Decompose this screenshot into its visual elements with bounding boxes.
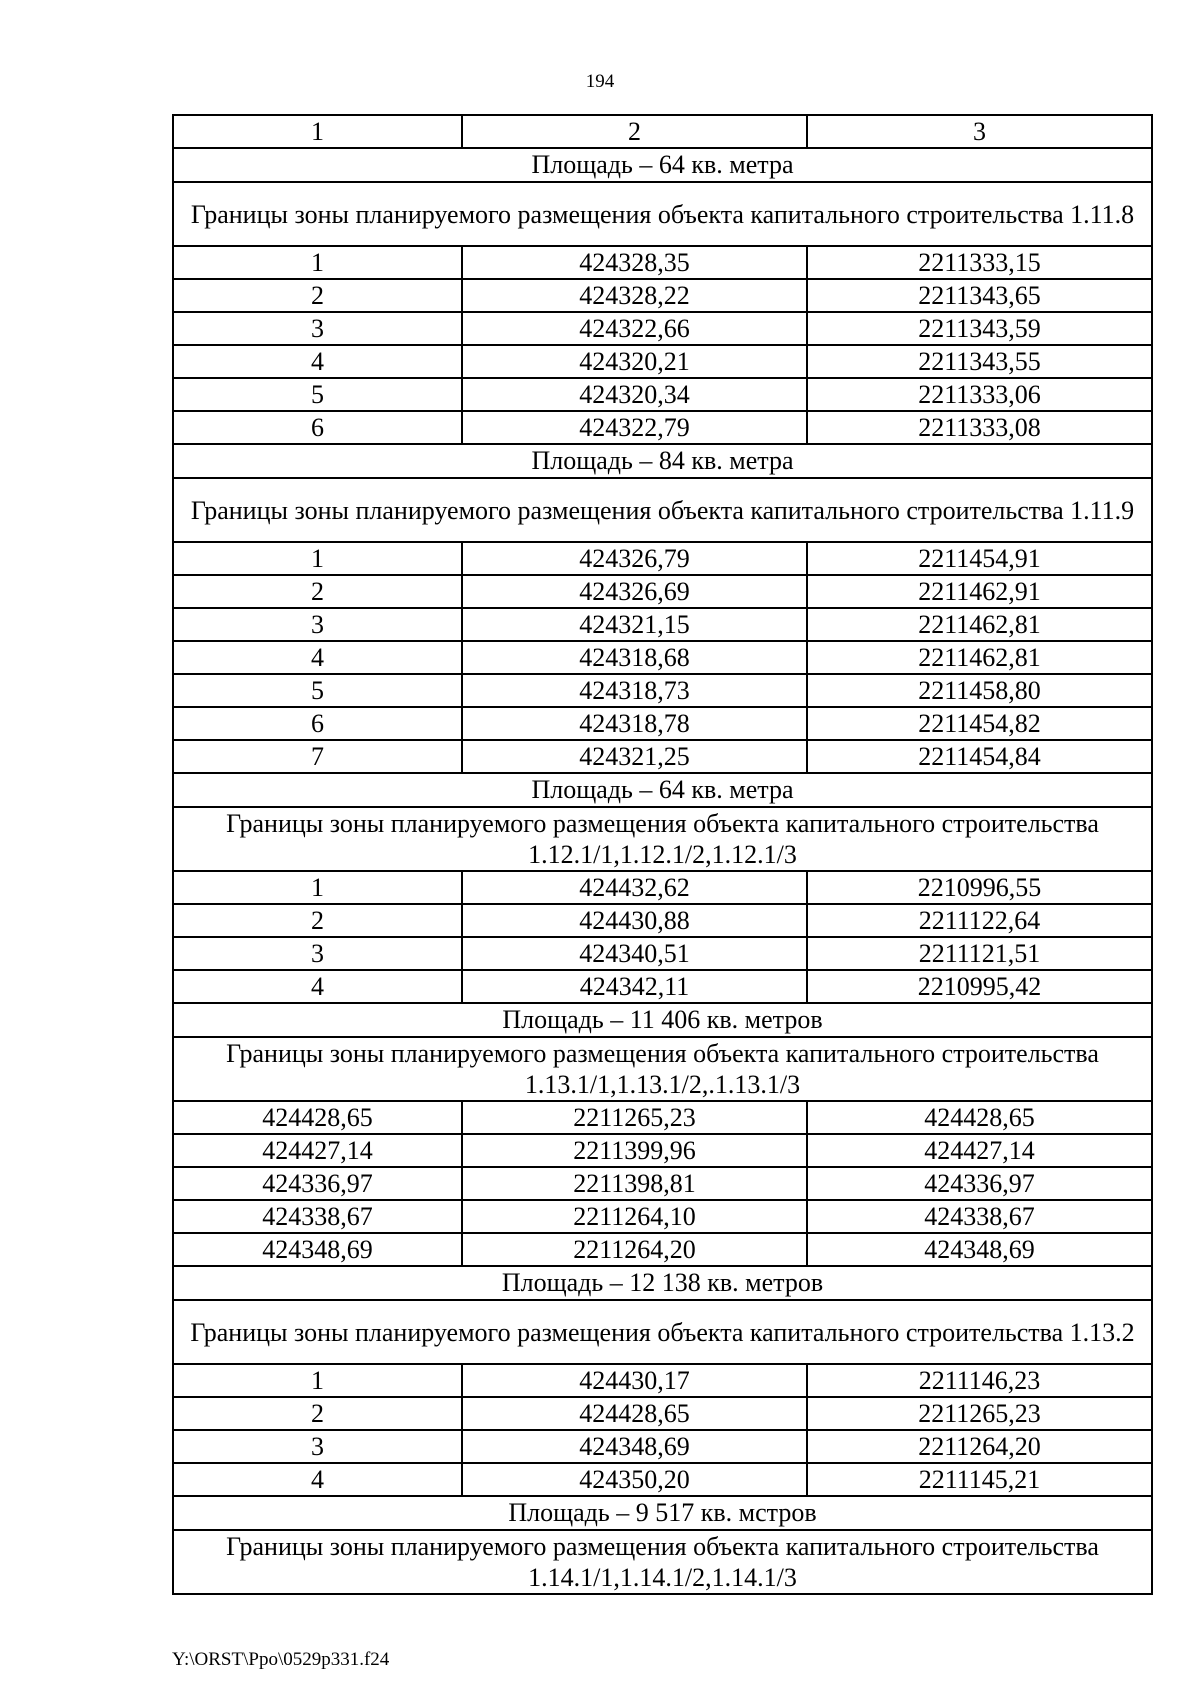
table-row — [173, 674, 1152, 707]
table-cell: 2 — [173, 575, 462, 608]
table-cell: 424336,97 — [807, 1167, 1152, 1200]
table-row — [173, 279, 1152, 312]
zone-caption: Границы зоны планируемого размещения объекта капитального строительства 1.12.1/1,1.12.1/2,1.12.1/3 — [173, 807, 1152, 871]
table-row — [173, 1167, 1152, 1200]
table-cell: 424338,67 — [807, 1200, 1152, 1233]
table-row — [173, 1134, 1152, 1167]
table-cell: 5 — [173, 674, 462, 707]
table-cell: 424322,79 — [462, 411, 807, 444]
area-row — [173, 1266, 1152, 1300]
zone-caption-row — [173, 807, 1152, 871]
area-label: Площадь – 64 кв. метра — [173, 773, 1152, 807]
table-cell: 424427,14 — [173, 1134, 462, 1167]
table-cell: 1 — [173, 1364, 462, 1397]
table-row — [173, 1101, 1152, 1134]
zone-caption-row — [173, 478, 1152, 542]
table-cell: 2211454,82 — [807, 707, 1152, 740]
table-cell: 424428,65 — [173, 1101, 462, 1134]
area-row — [173, 1496, 1152, 1530]
table-cell: 424328,35 — [462, 246, 807, 279]
table-cell: 424428,65 — [462, 1397, 807, 1430]
table-cell: 424320,21 — [462, 345, 807, 378]
table-cell: 2211264,20 — [807, 1430, 1152, 1463]
table-cell: 7 — [173, 740, 462, 773]
table-cell: 424348,69 — [807, 1233, 1152, 1266]
table-cell: 4 — [173, 641, 462, 674]
table-cell: 424430,17 — [462, 1364, 807, 1397]
column-number-1: 1 — [173, 115, 462, 148]
table-row — [173, 575, 1152, 608]
table-row — [173, 1200, 1152, 1233]
table-cell: 2211454,84 — [807, 740, 1152, 773]
area-row — [173, 444, 1152, 478]
table-cell: 2211122,64 — [807, 904, 1152, 937]
table-row — [173, 312, 1152, 345]
table-cell: 2211398,81 — [462, 1167, 807, 1200]
table-cell: 1 — [173, 871, 462, 904]
table-row — [173, 1463, 1152, 1496]
area-row — [173, 1003, 1152, 1037]
area-label: Площадь – 64 кв. метра — [173, 148, 1152, 182]
area-row — [173, 773, 1152, 807]
table-row — [173, 970, 1152, 1003]
table-cell: 424336,97 — [173, 1167, 462, 1200]
table-cell: 2211333,15 — [807, 246, 1152, 279]
table-cell: 3 — [173, 1430, 462, 1463]
table-cell: 6 — [173, 411, 462, 444]
zone-caption: Границы зоны планируемого размещения объекта капитального строительства 1.14.1/1,1.14.1/2,1.14.1/3 — [173, 1530, 1152, 1594]
table-cell: 2210996,55 — [807, 871, 1152, 904]
zone-caption-row — [173, 1530, 1152, 1594]
table-cell: 2211265,23 — [462, 1101, 807, 1134]
table-row — [173, 740, 1152, 773]
table-row — [173, 871, 1152, 904]
table-cell: 3 — [173, 608, 462, 641]
table-cell: 3 — [173, 312, 462, 345]
table-cell: 2211462,91 — [807, 575, 1152, 608]
table-cell: 2211343,59 — [807, 312, 1152, 345]
table-row — [173, 378, 1152, 411]
table-cell: 424348,69 — [462, 1430, 807, 1463]
table-row — [173, 707, 1152, 740]
table-cell: 424348,69 — [173, 1233, 462, 1266]
table-cell: 1 — [173, 246, 462, 279]
table-cell: 424328,22 — [462, 279, 807, 312]
table-cell: 424318,78 — [462, 707, 807, 740]
table-cell: 424321,25 — [462, 740, 807, 773]
table-cell: 2211265,23 — [807, 1397, 1152, 1430]
table-row — [173, 411, 1152, 444]
table-row — [173, 542, 1152, 575]
table-cell: 424318,68 — [462, 641, 807, 674]
coordinates-table — [172, 114, 1153, 1595]
table-cell: 4 — [173, 970, 462, 1003]
page-number: 194 — [585, 71, 615, 92]
table-cell: 424318,73 — [462, 674, 807, 707]
area-row — [173, 148, 1152, 182]
zone-caption: Границы зоны планируемого размещения объекта капитального строительства 1.13.1/1,1.13.1/2,.1.13.1/3 — [173, 1037, 1152, 1101]
zone-caption-row — [173, 182, 1152, 246]
table-header-row — [173, 115, 1152, 148]
table-cell: 424338,67 — [173, 1200, 462, 1233]
table-cell: 424326,69 — [462, 575, 807, 608]
table-cell: 2211399,96 — [462, 1134, 807, 1167]
zone-caption: Границы зоны планируемого размещения объекта капитального строительства 1.11.8 — [173, 182, 1152, 246]
table-cell: 424326,79 — [462, 542, 807, 575]
table-row — [173, 1430, 1152, 1463]
table-cell: 424340,51 — [462, 937, 807, 970]
table-cell: 2211264,10 — [462, 1200, 807, 1233]
table-cell: 2211343,65 — [807, 279, 1152, 312]
area-label: Площадь – 84 кв. метра — [173, 444, 1152, 478]
table-row — [173, 608, 1152, 641]
table-row — [173, 1233, 1152, 1266]
area-label: Площадь – 12 138 кв. метров — [173, 1266, 1152, 1300]
table-body — [173, 115, 1152, 1594]
table-cell: 2211146,23 — [807, 1364, 1152, 1397]
table-cell: 2211458,80 — [807, 674, 1152, 707]
table-row — [173, 641, 1152, 674]
zone-caption: Границы зоны планируемого размещения объекта капитального строительства 1.13.2 — [173, 1300, 1152, 1364]
table-cell: 2 — [173, 279, 462, 312]
table-cell: 424350,20 — [462, 1463, 807, 1496]
table-row — [173, 345, 1152, 378]
table-cell: 2211145,21 — [807, 1463, 1152, 1496]
table-cell: 2211462,81 — [807, 641, 1152, 674]
file-path-footer: Y:\ORST\Ppo\0529p331.f24 — [172, 1649, 390, 1670]
table-cell: 424320,34 — [462, 378, 807, 411]
table-cell: 2 — [173, 1397, 462, 1430]
area-label: Площадь – 11 406 кв. метров — [173, 1003, 1152, 1037]
column-number-3: 3 — [807, 115, 1152, 148]
table-row — [173, 937, 1152, 970]
table-cell: 2211333,06 — [807, 378, 1152, 411]
table-cell: 2211264,20 — [462, 1233, 807, 1266]
table-cell: 2211343,55 — [807, 345, 1152, 378]
table-row — [173, 904, 1152, 937]
table-cell: 2211121,51 — [807, 937, 1152, 970]
area-label: Площадь – 9 517 кв. мстров — [173, 1496, 1152, 1530]
table-cell: 424321,15 — [462, 608, 807, 641]
table-cell: 2211454,91 — [807, 542, 1152, 575]
table-cell: 2210995,42 — [807, 970, 1152, 1003]
table-cell: 1 — [173, 542, 462, 575]
table-cell: 424432,62 — [462, 871, 807, 904]
table-cell: 4 — [173, 1463, 462, 1496]
table-cell: 424428,65 — [807, 1101, 1152, 1134]
table-row — [173, 1364, 1152, 1397]
table-cell: 2211462,81 — [807, 608, 1152, 641]
zone-caption-row — [173, 1300, 1152, 1364]
table-cell: 424322,66 — [462, 312, 807, 345]
table-cell: 4 — [173, 345, 462, 378]
table-row — [173, 246, 1152, 279]
table-cell: 6 — [173, 707, 462, 740]
zone-caption-row — [173, 1037, 1152, 1101]
table-cell: 5 — [173, 378, 462, 411]
table-row — [173, 1397, 1152, 1430]
table-cell: 424430,88 — [462, 904, 807, 937]
table-cell: 424427,14 — [807, 1134, 1152, 1167]
table-cell: 2 — [173, 904, 462, 937]
table-cell: 424342,11 — [462, 970, 807, 1003]
zone-caption: Границы зоны планируемого размещения объекта капитального строительства 1.11.9 — [173, 478, 1152, 542]
table-cell: 2211333,08 — [807, 411, 1152, 444]
table-cell: 3 — [173, 937, 462, 970]
column-number-2: 2 — [462, 115, 807, 148]
